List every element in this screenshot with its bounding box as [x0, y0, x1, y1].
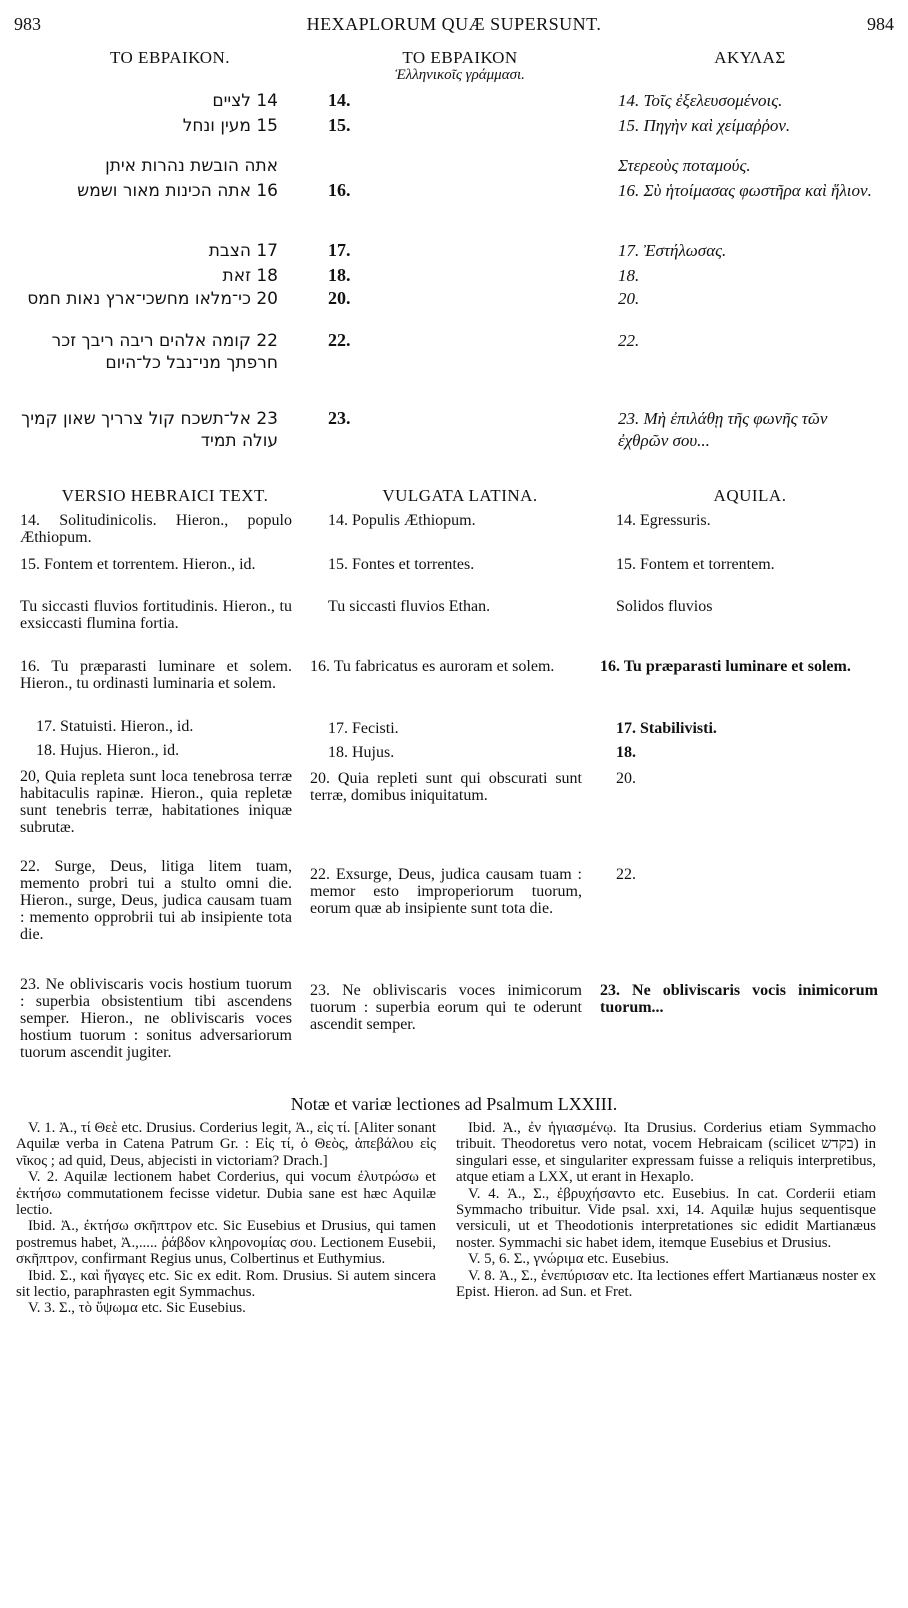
hebrew-verse-20: 20 כי־מלאו מחשכי־ארץ נאות חמס	[27, 289, 278, 309]
note-v4: V. 4. Ἀ., Σ., ἐβρυχήσαντο etc. Eusebius. In cat. Corderii etiam Symmacho tribuitur. Vide psal. xxi, 14. Aquilæ hujus sequentisque versiculi, ut et Theodotionis interpretationes sic edidit Martianæus noster. Symmachi sic habet idem, itemque Eusebius et Drusius.	[456, 1185, 876, 1251]
vulgata-verse-20: 20. Quia repleti sunt qui obscurati sunt terræ, domibus iniquitatum.	[310, 770, 582, 804]
vulgata-verse-23: 23. Ne obliviscaris voces inimicorum tuorum : superbia eorum qui te oderunt ascendit semper.	[310, 982, 582, 1033]
verse-number-23: 23.	[328, 408, 351, 428]
vulgata-verse-18: 18. Hujus.	[328, 744, 395, 761]
column-title-hebrew-greek-letters: ΤΟ ΕΒΡΑΙΚΟΝ	[402, 48, 518, 67]
versio-verse-23: 23. Ne obliviscaris vocis hostium tuorum : superbia obsistentium tibi ascendens semper. Hieron., ne obliviscaris voces hostium tuorum : sonitus adversariorum tuorum ascendit jugiter.	[20, 976, 292, 1061]
note-v2: V. 2. Aquilæ lectionem habet Corderius, qui vocum ἐλυτρώσω et ἐκτήσω commutationem fecisse videtur. Dubia sane est hæc Aquilæ lectio.	[16, 1169, 436, 1219]
hebrew-verse-15: 15 מעין ונחל	[182, 116, 278, 136]
aquila-greek-15b: Στερεοὺς ποταμούς.	[618, 156, 751, 175]
versio-verse-20: 20, Quia repleta sunt loca tenebrosa terræ habitaculis rapinæ. Hieron., quia repletæ sunt tenebris terræ, habitationes iniquæ subrutæ.	[20, 768, 292, 836]
hebrew-verse-18: 18 זאת	[222, 266, 278, 286]
verse-number-18: 18.	[328, 265, 351, 285]
aquila-greek-20: 20.	[618, 289, 640, 308]
note-v3-ibid: Ibid. Ἀ., ἐν ἡγιασμένῳ. Ita Drusius. Corderius etiam Symmacho tribuit. Theodoretus vero notat, vocem Hebraicam (scilicet בקדש) in singulari esse, et singulariter expressam fuisse a reliquis interpretibus, atque etiam a LXX, ut erant in Hexaplo.	[456, 1120, 876, 1186]
aquila-latin-verse-16: 16. Tu præparasti luminare et solem.	[600, 658, 851, 675]
page-number-left: 983	[14, 14, 41, 34]
aquila-greek-17: 17. Ἐστήλωσας.	[618, 241, 727, 260]
aquila-greek-22: 22.	[618, 331, 640, 350]
column-title-versio-hebraici: VERSIO HEBRAICI TEXT.	[61, 486, 269, 505]
aquila-greek-14: 14. Τοῖς ἐξελευσομένοις.	[618, 91, 783, 110]
aquila-latin-verse-22: 22.	[616, 866, 636, 883]
vulgata-verse-16: 16. Tu fabricatus es auroram et solem.	[310, 658, 555, 675]
vulgata-verse-14: 14. Populis Æthiopum.	[328, 512, 476, 529]
notes-left-column	[16, 1120, 436, 1317]
vulgata-verse-22: 22. Exsurge, Deus, judica causam tuam : memor esto improperiorum tuorum, eorum quæ ab insipiente sunt tota die.	[310, 866, 582, 917]
versio-verse-17: 17. Statuisti. Hieron., id.	[36, 718, 194, 735]
column-title-vulgata-latina: VULGATA LATINA.	[382, 486, 538, 505]
aquila-greek-15: 15. Πηγὴν καὶ χείμαῤῥον.	[618, 116, 791, 135]
verse-number-17: 17.	[328, 240, 351, 260]
versio-verse-15b: Tu siccasti fluvios fortitudinis. Hieron., tu exsiccasti flumina fortia.	[20, 598, 292, 632]
verse-number-15: 15.	[328, 115, 351, 135]
hebrew-verse-15b: אתה הובשת נהרות איתן	[105, 156, 278, 176]
verse-number-16: 16.	[328, 180, 351, 200]
note-v2-ibid-a: Ibid. Ἀ., ἐκτήσω σκῆπτρον etc. Sic Eusebius et Drusius, qui tamen postremus habet, Ἀ.,..... ῥάβδον κληρονομίας σου. Lectionem Eusebii, σκῆπτρον, confirmant Regius unus, Colbertinus et Euthymius.	[16, 1218, 436, 1268]
verse-number-22: 22.	[328, 330, 351, 350]
column-title-aquila-latin: AQUILA.	[713, 486, 787, 505]
note-v2-ibid-s: Ibid. Σ., καὶ ἤγαγες etc. Sic ex edit. Rom. Drusius. Si autem sincera sit lectio, paraphrasten egit Symmachus.	[16, 1267, 436, 1301]
hebrew-verse-17: 17 הצבת	[208, 241, 278, 261]
hebrew-verse-14: 14 לציים	[212, 91, 278, 111]
note-v3: V. 3. Σ., τὸ ὕψωμα etc. Sic Eusebius.	[28, 1300, 246, 1317]
verse-number-20: 20.	[328, 288, 351, 308]
page-number-right: 984	[867, 14, 894, 34]
vulgata-verse-17: 17. Fecisti.	[328, 720, 399, 737]
versio-verse-14: 14. Solitudinicolis. Hieron., populo Æthiopum.	[20, 512, 292, 546]
aquila-greek-18: 18.	[618, 266, 640, 285]
column-subtitle-greek-letters: Ἑλληνικοῖς γράμμασι.	[395, 67, 525, 83]
column-title-hebrew: ΤΟ ΕΒΡΑΙΚΟΝ.	[109, 48, 231, 67]
vulgata-verse-15: 15. Fontes et torrentes.	[328, 556, 475, 573]
aquila-latin-verse-17: 17. Stabilivisti.	[616, 720, 717, 737]
aquila-latin-verse-14: 14. Egressuris.	[616, 512, 711, 529]
note-v5-6: V. 5, 6. Σ., γνώριμα etc. Eusebius.	[468, 1251, 669, 1268]
notes-title: Notæ et variæ lectiones ad Psalmum LXXIII.	[290, 1094, 618, 1114]
hebrew-verse-22: 22 קומה אלהים ריבה ריבך זכר חרפתך מני־נבל כל־היום	[51, 331, 278, 373]
vulgata-verse-15b: Tu siccasti fluvios Ethan.	[328, 598, 491, 615]
aquila-latin-verse-20: 20.	[616, 770, 636, 787]
column-title-aquila-greek: ΑΚΥΛΑΣ	[714, 48, 786, 67]
aquila-greek-23: 23. Μὴ ἐπιλάθῃ τῆς φωνῆς τῶν ἐχθρῶν σου...	[618, 409, 828, 450]
notes-right-column	[456, 1120, 876, 1300]
versio-verse-22: 22. Surge, Deus, litiga litem tuam, memento probri tui a stulto omni die. Hieron., surge, Deus, judica causam tuam : memento opprobrii tui ab insipiente tota die.	[20, 858, 292, 943]
aquila-latin-verse-15b: Solidos fluvios	[616, 598, 713, 615]
verse-number-14: 14.	[328, 90, 351, 110]
aquila-latin-verse-18: 18.	[616, 744, 636, 761]
hebrew-verse-23: 23 אל־תשכח קול צרריך שאון קמיך עולה תמיד	[21, 409, 278, 451]
note-v8: V. 8. Ἀ., Σ., ἐνεπύρισαν etc. Ita lectiones effert Martianæus noster ex Epist. Hieron. ad Sun. et Fret.	[456, 1267, 876, 1301]
aquila-latin-verse-15: 15. Fontem et torrentem.	[616, 556, 775, 573]
versio-verse-18: 18. Hujus. Hieron., id.	[36, 742, 180, 759]
aquila-greek-16: 16. Σὺ ἡτοίμασας φωστῆρα καὶ ἥλιον.	[618, 181, 872, 200]
versio-verse-16: 16. Tu præparasti luminare et solem. Hieron., tu ordinasti luminaria et solem.	[20, 658, 292, 692]
hebrew-verse-16: 16 אתה הכינות מאור ושמש	[77, 181, 278, 201]
aquila-latin-verse-23: 23. Ne obliviscaris vocis inimicorum tuorum...	[600, 982, 878, 1016]
versio-verse-15: 15. Fontem et torrentem. Hieron., id.	[20, 556, 256, 573]
running-title: HEXAPLORUM QUÆ SUPERSUNT.	[306, 14, 602, 34]
note-v1: V. 1. Ἀ., τί Θεὲ etc. Drusius. Corderius legit, Ἀ., εἰς τί. [Aliter sonant Aquilæ verba in Catena Patrum Gr. : Εἰς τί, ὁ Θεὸς, ἀπεβάλου εἰς νῖκος ; ad quid, Deus, abjecisti in victoriam? Drach.]	[16, 1120, 436, 1169]
